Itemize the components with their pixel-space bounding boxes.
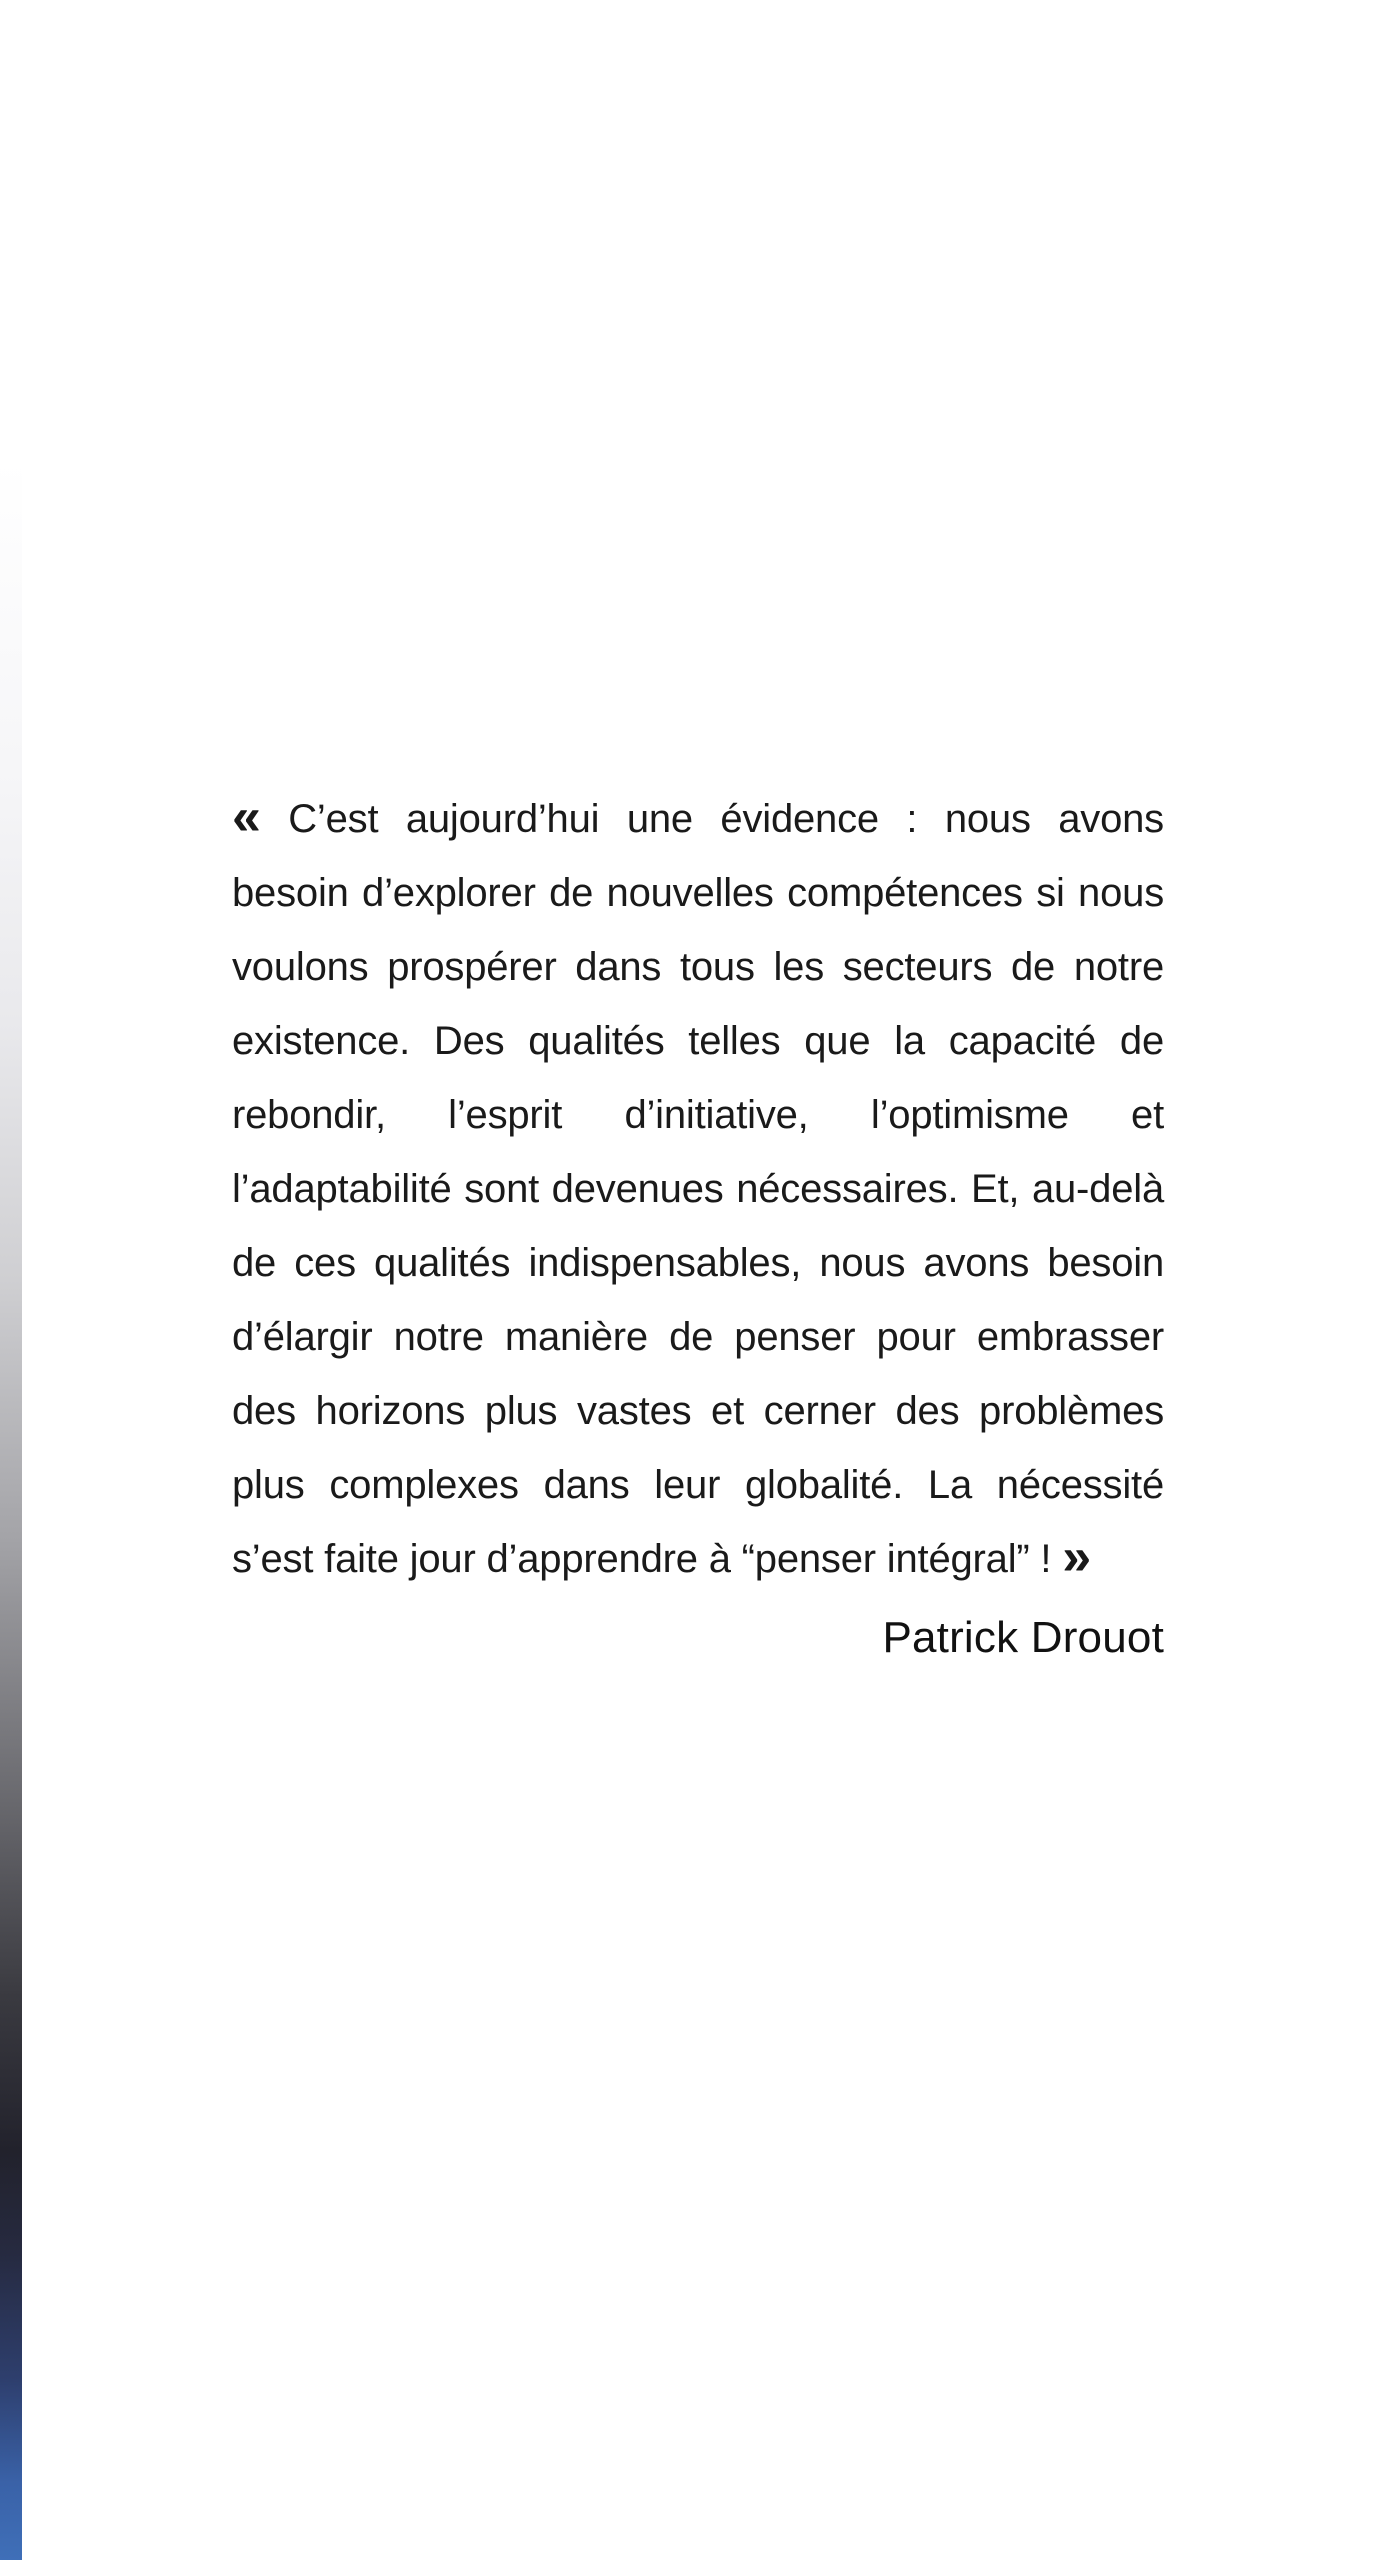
quote-author: Patrick Drouot <box>882 1613 1164 1662</box>
spine-gradient-strip <box>0 0 22 2560</box>
quote-paragraph <box>232 782 1164 1596</box>
quote-block <box>232 782 1164 1678</box>
closing-guillemet: » <box>1062 1528 1091 1586</box>
opening-guillemet: « <box>232 788 261 846</box>
quote-body: C’est aujourd’hui une évidence : nous avons besoin d’explorer de nouvelles compétences si nous voulons prospérer dans tous les secteurs de notre existence. Des qualités telles que la capacité de rebondir, l’esprit d’initiative, l’optimisme et l’adaptabilité sont devenues nécessaires. Et, au-delà de ces qualités indispensables, nous avons besoin d’élargir notre manière de penser pour embrasser des horizons plus vastes et cerner des problèmes plus complexes dans leur globalité. La nécessité s’est faite jour d’apprendre à “penser intégral” ! <box>232 797 1164 1581</box>
